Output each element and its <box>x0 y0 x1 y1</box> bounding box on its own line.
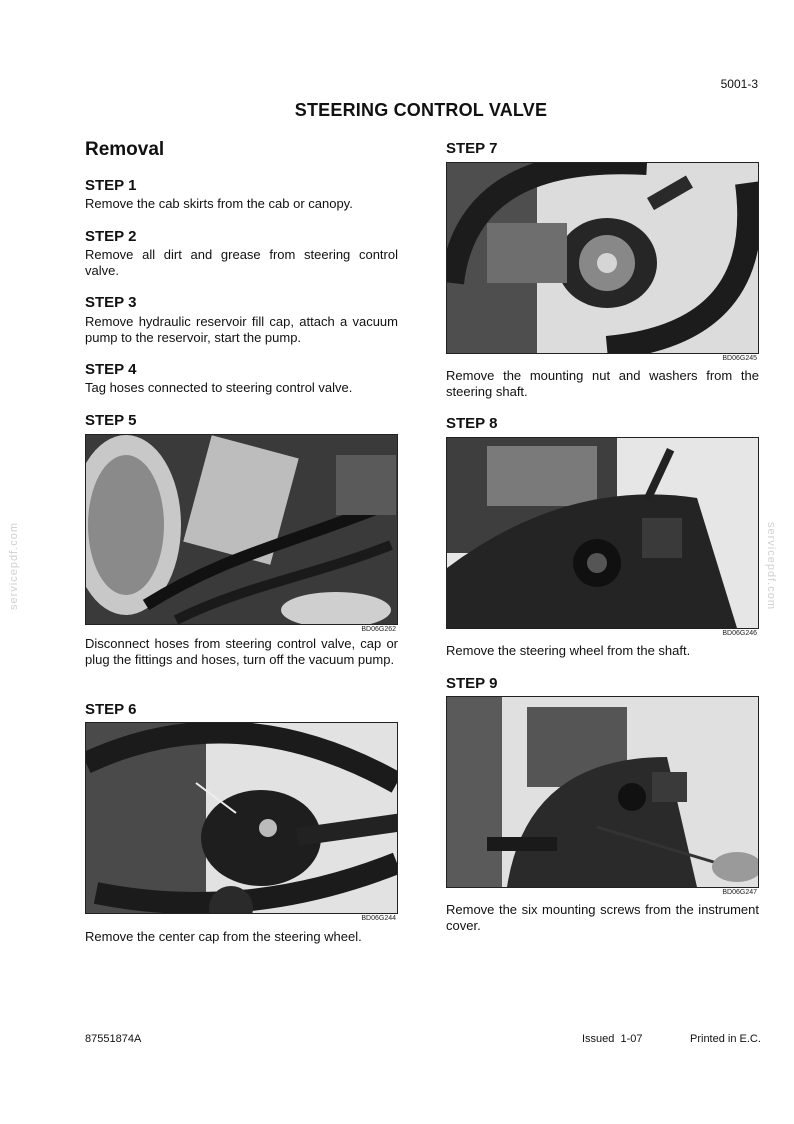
step-9-heading: STEP 9 <box>446 675 498 692</box>
step-6-text: Remove the center cap from the steering wheel. <box>85 929 362 944</box>
step-7-figure-code: BD06G245 <box>722 355 757 362</box>
footer-issued: Issued 1-07 <box>582 1033 643 1045</box>
footer-printed: Printed in E.C. <box>690 1033 761 1045</box>
footer-doc-number: 87551874A <box>85 1033 142 1045</box>
step-8-text: Remove the steering wheel from the shaft. <box>446 643 691 658</box>
step-9-text: Remove the six mounting screws from the instrument cover. <box>446 902 759 933</box>
step-2-heading: STEP 2 <box>85 228 137 245</box>
step-6-photo <box>85 722 398 914</box>
page-number: 5001-3 <box>720 77 758 91</box>
step-9-photo <box>446 696 759 888</box>
watermark-right: servicepdf.com <box>764 522 777 610</box>
step-6-figure-code: BD06G244 <box>361 915 396 922</box>
step-3-text: Remove hydraulic reservoir fill cap, attach a vacuum pump to the reservoir, start the pump. <box>85 314 398 345</box>
step-2-text: Remove all dirt and grease from steering control valve. <box>85 247 398 278</box>
step-7-photo <box>446 162 759 354</box>
step-7-heading: STEP 7 <box>446 140 498 157</box>
step-5-figure-code: BD06G262 <box>361 626 396 633</box>
step-1-text: Remove the cab skirts from the cab or canopy. <box>85 196 353 211</box>
page-title: STEERING CONTROL VALVE <box>294 100 548 120</box>
step-5-text: Disconnect hoses from steering control valve, cap or plug the fittings and hoses, turn off the vacuum pump. <box>85 636 398 667</box>
step-8-photo <box>446 437 759 629</box>
step-1-heading: STEP 1 <box>85 177 137 194</box>
step-6-heading: STEP 6 <box>85 701 137 718</box>
section-title: Removal <box>85 139 165 160</box>
step-8-heading: STEP 8 <box>446 415 498 432</box>
step-9-figure-code: BD06G247 <box>722 889 757 896</box>
watermark-left: servicepdf.com <box>7 522 20 610</box>
step-7-text: Remove the mounting nut and washers from the steering shaft. <box>446 368 759 399</box>
step-5-photo <box>85 434 398 625</box>
step-8-figure-code: BD06G246 <box>722 630 757 637</box>
step-5-heading: STEP 5 <box>85 412 137 429</box>
step-3-heading: STEP 3 <box>85 294 137 311</box>
step-4-text: Tag hoses connected to steering control valve. <box>85 380 353 395</box>
step-4-heading: STEP 4 <box>85 361 137 378</box>
